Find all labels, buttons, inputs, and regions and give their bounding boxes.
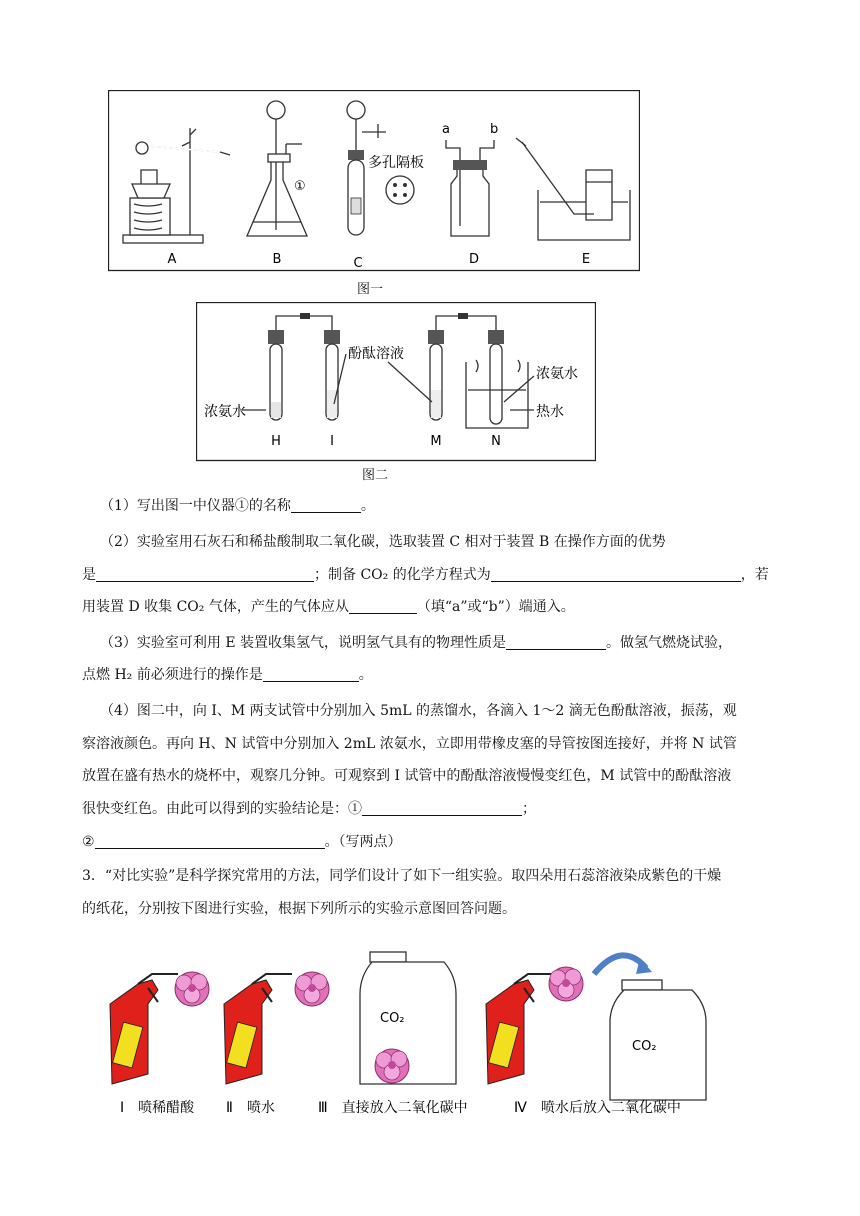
label-i: I	[330, 434, 334, 449]
q4-line-5	[82, 833, 808, 851]
plate-label: 多孔隔板	[368, 155, 424, 171]
label-c: C	[353, 256, 363, 271]
apparatus-a	[123, 128, 230, 267]
q4-blank-conclusion-1[interactable]	[362, 801, 522, 816]
q4-line-3: 放置在盛有热水的烧杯中，观察几分钟。可观察到 I 试管中的酚酞溶液慢慢变红色，M 试管中的酚酞溶液	[82, 768, 732, 784]
flower-2	[295, 972, 329, 1006]
label-n: N	[491, 434, 501, 449]
q1-end: 。	[360, 498, 375, 514]
q4-line-2: 察溶液颜色。再向 H、N 试管中分别加入 2mL 浓氨水，立即用带橡皮塞的导管按图连接好，并将 N 试管	[82, 736, 737, 752]
q3-line-1	[100, 634, 826, 652]
q4-blank-conclusion-2[interactable]	[95, 834, 325, 849]
caption-iii: Ⅲ 直接放入二氧化碳中	[318, 1100, 468, 1116]
port-a-label: a	[442, 122, 450, 137]
q2-text-b: ；制备 CO₂ 的化学方程式为	[314, 567, 491, 583]
label-d: D	[468, 252, 480, 267]
q2-blank-equation[interactable]	[491, 567, 741, 582]
label-a: A	[167, 252, 177, 267]
figure-1	[108, 90, 640, 272]
figure-1-caption: 图一	[356, 282, 383, 297]
q3-text-a: （3）实验室可利用 E 装置收集氢气，说明氢气具有的物理性质是	[100, 635, 507, 651]
label-b: B	[272, 252, 282, 267]
q1-blank[interactable]	[291, 498, 361, 513]
q2-line-1: （2）实验室用石灰石和稀盐酸制取二氧化碳，选取装置 C 相对于装置 B 在操作方面的优势	[100, 534, 666, 550]
q2-text-a: 是	[82, 567, 96, 583]
figure-2-caption: 图二	[361, 468, 388, 483]
spray-bottle-3	[486, 974, 554, 1084]
q3-text-c: 点燃 H₂ 前必须进行的操作是	[82, 667, 263, 683]
q3-line-2	[82, 666, 808, 684]
q2-text-c: ，若	[740, 567, 769, 583]
jar-2-label: CO₂	[632, 1039, 657, 1054]
caption-i: Ⅰ 喷稀醋酸	[120, 1100, 195, 1116]
q1-text: （1）写出图一中仪器①的名称	[100, 498, 291, 514]
label-h: H	[271, 434, 281, 449]
q4-text-d: 。（写两点）	[324, 834, 402, 850]
q3-text-d: 。	[358, 667, 373, 683]
caption-ii: Ⅱ 喷水	[226, 1100, 275, 1116]
q2-blank-port[interactable]	[349, 599, 417, 614]
ammonia-label-left: 浓氨水	[204, 404, 246, 420]
label-e: E	[581, 252, 591, 267]
spray-bottle-1	[110, 974, 178, 1084]
q2-text-e: （填“a”或“b”）端通入。	[416, 599, 575, 615]
apparatus-b	[247, 101, 307, 267]
q2-line-3	[82, 598, 808, 616]
hot-water-label: 热水	[536, 404, 564, 420]
figure-2	[196, 302, 596, 462]
q4-text-c: ②	[82, 834, 95, 850]
q4-text-a: 很快变红色。由此可以得到的实验结论是：①	[82, 801, 362, 817]
q3-text-b: 。做氢气燃烧试验，	[606, 635, 733, 651]
flower-3	[549, 967, 583, 1001]
co2-jar-2	[610, 980, 706, 1100]
figure-3	[100, 944, 710, 1124]
instrument-1-mark: ①	[294, 179, 306, 194]
apparatus-c	[347, 101, 424, 271]
apparatus-e	[516, 138, 630, 267]
p3-line-2: 的纸花，分别按下图进行实验，根据下列所示的实验示意图回答问题。	[82, 901, 516, 917]
q4-line-4	[82, 800, 808, 818]
co2-jar-1	[360, 952, 456, 1084]
q4-text-b: ；	[522, 801, 536, 817]
q1-line	[100, 497, 826, 515]
phenolphthalein-label: 酚酞溶液	[348, 346, 404, 362]
q3-blank-operation[interactable]	[263, 667, 359, 682]
spray-bottle-2	[224, 974, 292, 1084]
flower-1	[175, 972, 209, 1006]
q4-line-1: （4）图二中，向 I、M 两支试管中分别加入 5mL 的蒸馏水，各滴入 1～2 滴无色酚酞溶液，振荡，观	[100, 703, 737, 719]
q2-blank-advantage[interactable]	[96, 567, 314, 582]
q2-line-2	[82, 566, 808, 584]
ammonia-label-right: 浓氨水	[536, 366, 578, 382]
jar-1-label: CO₂	[380, 1011, 405, 1026]
q3-blank-property[interactable]	[506, 635, 606, 650]
label-m: M	[430, 434, 442, 449]
p3-line-1: 3．“对比实验”是科学探究常用的方法，同学们设计了如下一组实验。取四朵用石蕊溶液染成紫色的干燥	[82, 868, 722, 884]
port-b-label: b	[490, 122, 499, 137]
apparatus-d	[442, 122, 498, 267]
q2-text-d: 用装置 D 收集 CO₂ 气体，产生的气体应从	[82, 599, 349, 615]
caption-iv: Ⅳ 喷水后放入二氧化碳中	[514, 1100, 681, 1116]
